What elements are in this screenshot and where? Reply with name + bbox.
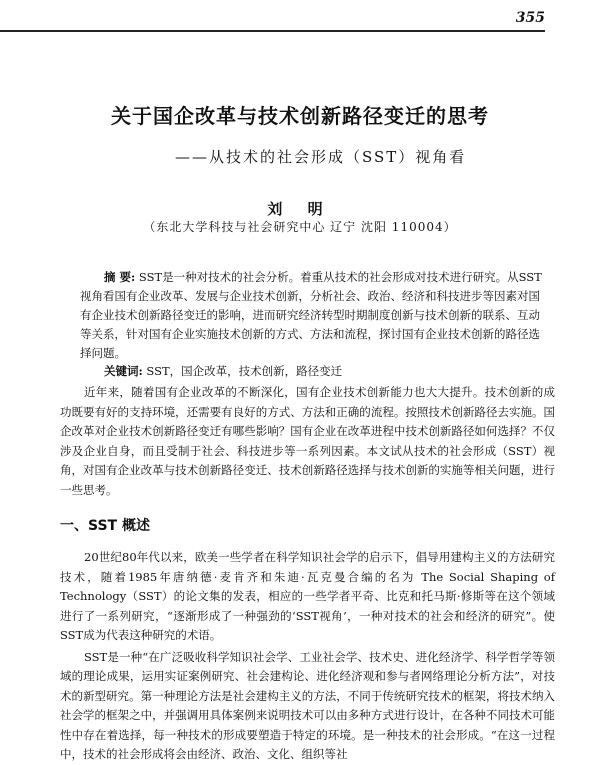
keywords-label: 关键词:: [104, 364, 143, 378]
section-paragraph-1: 20世纪80年代以来，欧美一些学者在科学知识社会学的启示下，倡导用建构主义的方法研究技术，随着1985年唐纳德·麦肯齐和朱迪·瓦克曼合编的名为 The Social Shaping of Technology（SST）的论文集的发表，相应的一些学者平奇、比克和托马斯·修斯等在这个领域进行了一系列研究，“逐渐形成了一种强劲的‘SST视角’，一种对技术的社会和经济的研究”。使SST成为代表这种研究的术语。: [60, 550, 555, 642]
author-name: 刘 明: [267, 200, 333, 218]
paper-title: 关于国企改革与技术创新路径变迁的思考: [111, 104, 489, 128]
section-paragraph-2: SST是一种“在广泛吸收科学知识社会学、工业社会学、技术史、进化经济学、科学哲学等领域的理论成果，运用实证案例研究、社会建构论、进化经济观和参与者网络理论分析方法”，对技术的新型研究。第一种理论方法是社会建构主义的方法，不同于传统研究技术的框架，将技术纳入社会学的框架之中，并强调用具体案例来说明技术可以由多种方式进行设计，在各种不同技术可能性中存在着选择，每一种技术的形成要塑造于特定的环境。是一种技术的社会形成。“在这一过程中，技术的社会形成将会由经济、政治、文化、组织等社: [60, 649, 555, 761]
paper-subtitle: ——从技术的社会形成（SST）视角看: [175, 148, 467, 166]
author-affiliation: （东北大学科技与社会研究中心 辽宁 沈阳 110004）: [143, 220, 457, 234]
header-rule: [0, 30, 545, 32]
intro-section: [60, 383, 555, 500]
abstract-label: 摘 要:: [104, 270, 136, 284]
abstract: [80, 268, 550, 363]
abstract-text: SST是一种对技术的社会分析。着重从技术的社会形成对技术进行研究。从SST视角看国有企业改革、发展与企业技术创新，分析社会、政治、经济和科技进步等因素对国有企业技术创新路径变迁的影响，进而研究经济转型时期制度创新与技术创新的联系、互动等关系，针对国有企业实施技术创新的方式、方法和流程，探讨国有企业技术创新的路径选择问题。: [80, 270, 542, 360]
section-heading: 一、SST 概述: [60, 518, 150, 534]
section-body: [60, 548, 555, 765]
page-number: 355: [515, 10, 545, 26]
keywords: [104, 363, 342, 379]
intro-paragraph: 近年来，随着国有企业改革的不断深化，国有企业技术创新能力也大大提升。技术创新的成功既要有好的支持环境，还需要有良好的方式、方法和正确的流程。按照技术创新路径去实施。国企改革对企业技术创新路径变迁有哪些影响？国有企业在改革进程中技术创新路径如何选择？不仅涉及企业自身，而且受制于社会、科技进步等一系列因素。本文试从技术的社会形成（SST）视角，对国有企业改革与技术创新路径变迁、技术创新路径选择与技术创新的实施等相关问题，进行一些思考。: [60, 385, 555, 497]
keywords-text: SST，国企改革，技术创新，路径变迁: [146, 364, 343, 378]
